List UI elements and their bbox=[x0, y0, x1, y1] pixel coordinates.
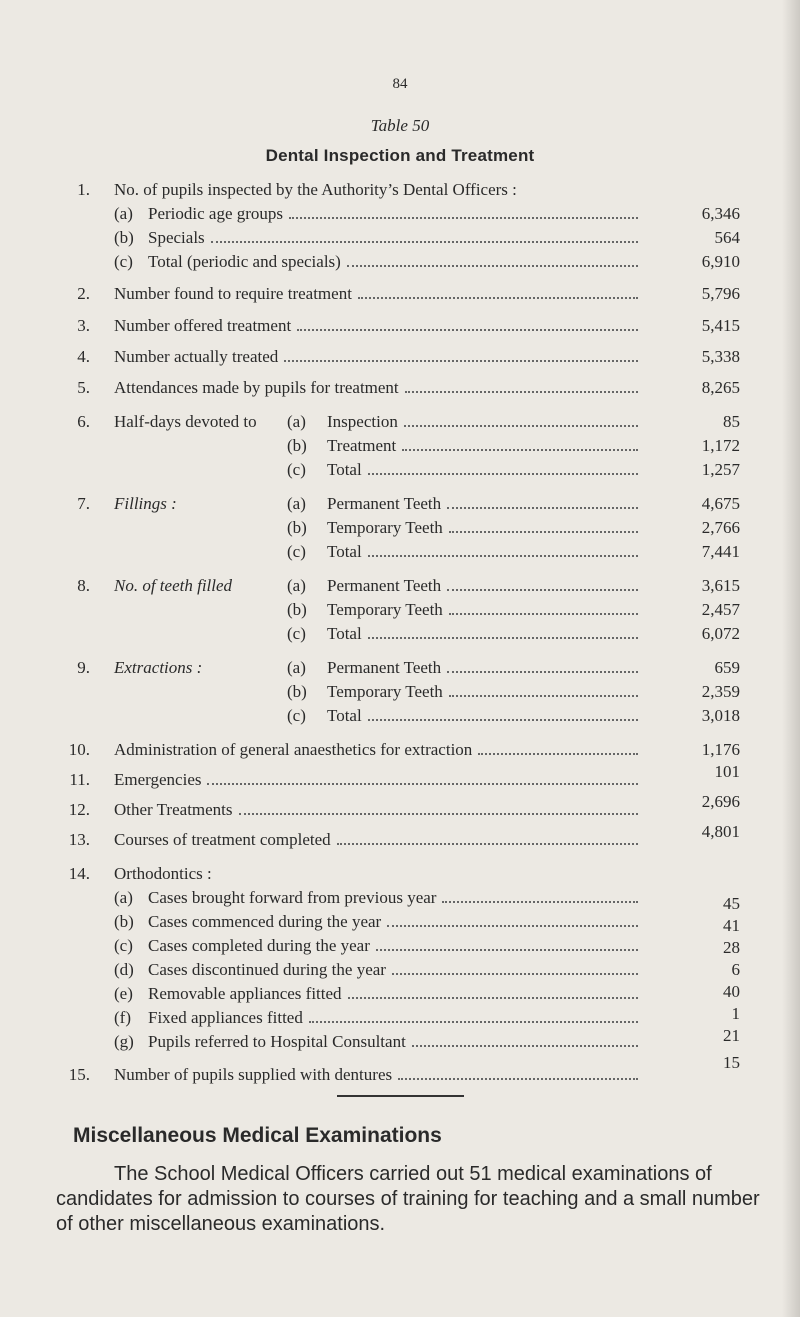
row-number: 11. bbox=[69, 770, 90, 789]
table-row-5 bbox=[0, 376, 800, 400]
sub-letter: (b) bbox=[287, 518, 307, 537]
sub-letter: (c) bbox=[287, 542, 306, 561]
row-value: 21 bbox=[723, 1026, 740, 1045]
row-label: Number offered treatment bbox=[114, 314, 638, 338]
table-row-1 bbox=[0, 178, 800, 202]
row-value: 4,675 bbox=[701, 494, 740, 513]
row-label: Attendances made by pupils for treatment bbox=[114, 376, 638, 400]
sub-letter: (b) bbox=[287, 682, 307, 701]
row-number: 2. bbox=[77, 284, 90, 303]
table-row-12 bbox=[0, 792, 800, 822]
sub-letter: (a) bbox=[287, 412, 306, 431]
sub-letter: (a) bbox=[114, 888, 133, 907]
table-row-6a bbox=[0, 410, 800, 434]
row-value: 3,615 bbox=[701, 576, 740, 595]
row-value: 6 bbox=[731, 960, 740, 979]
sub-letter: (c) bbox=[114, 936, 133, 955]
row-number: 1. bbox=[77, 180, 90, 199]
sub-letter: (d) bbox=[114, 960, 134, 979]
row-value: 28 bbox=[723, 938, 740, 957]
table-row-14c bbox=[0, 934, 800, 958]
row-label: Total (periodic and specials) bbox=[148, 250, 638, 274]
row-number: 10. bbox=[68, 740, 90, 759]
row-label: Temporary Teeth bbox=[327, 516, 638, 540]
table-row-9c bbox=[0, 704, 800, 728]
table-row-8c bbox=[0, 622, 800, 646]
table-row-4 bbox=[0, 345, 800, 369]
table-row-1a bbox=[0, 202, 800, 226]
row-number: 3. bbox=[77, 316, 90, 335]
row-label: Cases discontinued during the year bbox=[148, 958, 638, 982]
sub-letter: (c) bbox=[287, 706, 306, 725]
row-label: Permanent Teeth bbox=[327, 492, 638, 516]
row-number: 13. bbox=[68, 830, 90, 849]
row-value: 2,359 bbox=[701, 682, 740, 701]
row-label: Specials bbox=[148, 226, 638, 250]
table-row-9a bbox=[0, 656, 800, 680]
table-row-7c bbox=[0, 540, 800, 564]
row-value: 3,018 bbox=[701, 706, 740, 725]
row-value: 1,176 bbox=[701, 740, 740, 759]
row-value: 4,801 bbox=[701, 822, 740, 841]
row-label: Temporary Teeth bbox=[327, 680, 638, 704]
table-row-14 bbox=[0, 862, 800, 886]
table-row-1c bbox=[0, 250, 800, 274]
table-row-15 bbox=[0, 1053, 800, 1087]
row-label: Number actually treated bbox=[114, 345, 638, 369]
sub-letter: (f) bbox=[114, 1008, 131, 1027]
row-label: Pupils referred to Hospital Consultant bbox=[148, 1030, 638, 1054]
sub-letter: (b) bbox=[287, 600, 307, 619]
row-label: Removable appliances fitted bbox=[148, 982, 638, 1006]
table-row-10 bbox=[0, 738, 800, 762]
row-value: 6,072 bbox=[701, 624, 740, 643]
table-row-14a bbox=[0, 886, 800, 913]
sub-letter: (g) bbox=[114, 1032, 134, 1051]
table-row-7a bbox=[0, 492, 800, 516]
table-row-9b bbox=[0, 680, 800, 704]
row-number: 12. bbox=[68, 800, 90, 819]
table-row-14b bbox=[0, 910, 800, 934]
row-value: 659 bbox=[714, 658, 740, 677]
row-number: 6. bbox=[77, 412, 90, 431]
row-value: 6,910 bbox=[701, 252, 740, 271]
row-number: 14. bbox=[68, 864, 90, 883]
table-row-7b bbox=[0, 516, 800, 540]
row-label: Cases brought forward from previous year bbox=[148, 886, 638, 910]
row-value: 101 bbox=[714, 762, 740, 781]
row-value: 2,696 bbox=[701, 792, 740, 811]
sub-letter: (c) bbox=[287, 460, 306, 479]
table-row-2 bbox=[0, 282, 800, 306]
sub-letter: (b) bbox=[114, 228, 134, 247]
table-caption: Table 50 bbox=[370, 116, 430, 135]
row-value: 1,172 bbox=[701, 436, 740, 455]
sub-letter: (c) bbox=[287, 624, 306, 643]
row-label: Administration of general anaesthetics for extraction bbox=[114, 738, 638, 762]
row-label: Total bbox=[327, 704, 638, 728]
row-value: 8,265 bbox=[701, 378, 740, 397]
table-row-6b bbox=[0, 434, 800, 458]
row-label: Periodic age groups bbox=[148, 202, 638, 226]
row-value: 5,415 bbox=[701, 316, 740, 335]
row-group-label: No. of teeth filled bbox=[114, 576, 233, 595]
row-value: 40 bbox=[723, 982, 740, 1001]
row-label: Orthodontics : bbox=[114, 864, 212, 883]
row-value: 41 bbox=[723, 916, 740, 935]
sub-letter: (a) bbox=[287, 576, 306, 595]
row-value: 6,346 bbox=[701, 204, 740, 223]
row-label: Total bbox=[327, 458, 638, 482]
table-row-6c bbox=[0, 458, 800, 482]
row-value: 1 bbox=[731, 1004, 740, 1023]
row-value: 15 bbox=[723, 1053, 740, 1072]
row-value: 45 bbox=[723, 894, 740, 913]
row-number: 8. bbox=[77, 576, 90, 595]
section-heading: Miscellaneous Medical Examinations bbox=[73, 1124, 442, 1147]
row-value: 2,766 bbox=[701, 518, 740, 537]
row-value: 2,457 bbox=[701, 600, 740, 619]
table-row-1b bbox=[0, 226, 800, 250]
sub-letter: (c) bbox=[114, 252, 133, 271]
row-label: Temporary Teeth bbox=[327, 598, 638, 622]
row-label: Cases completed during the year bbox=[148, 934, 638, 958]
row-label: Total bbox=[327, 622, 638, 646]
sub-letter: (b) bbox=[287, 436, 307, 455]
sub-letter: (e) bbox=[114, 984, 133, 1003]
row-value: 1,257 bbox=[701, 460, 740, 479]
row-label: Courses of treatment completed bbox=[114, 828, 638, 852]
row-label: Inspection bbox=[327, 410, 638, 434]
row-label: Total bbox=[327, 540, 638, 564]
row-group-label: Fillings : bbox=[114, 494, 177, 513]
table-title: Dental Inspection and Treatment bbox=[265, 146, 535, 165]
row-value: 85 bbox=[723, 412, 740, 431]
row-label: Permanent Teeth bbox=[327, 574, 638, 598]
row-number: 15. bbox=[68, 1065, 90, 1084]
row-label: No. of pupils inspected by the Authority’s Dental Officers : bbox=[114, 180, 517, 199]
row-value: 5,796 bbox=[701, 284, 740, 303]
table-row-3 bbox=[0, 314, 800, 338]
sub-letter: (b) bbox=[114, 912, 134, 931]
row-value: 5,338 bbox=[701, 347, 740, 366]
sub-letter: (a) bbox=[114, 204, 133, 223]
row-number: 4. bbox=[77, 347, 90, 366]
table-row-8a bbox=[0, 574, 800, 598]
body-paragraph: The School Medical Officers carried out 51 medical examinations of candidates for admission to courses of training for teaching and a small number of other miscellaneous examinations. bbox=[56, 1163, 760, 1235]
row-label: Permanent Teeth bbox=[327, 656, 638, 680]
row-value: 7,441 bbox=[701, 542, 740, 561]
page-number: 84 bbox=[392, 76, 408, 92]
row-label: Emergencies bbox=[114, 768, 638, 792]
table-row-8b bbox=[0, 598, 800, 622]
sub-letter: (a) bbox=[287, 494, 306, 513]
row-group-label: Half-days devoted to bbox=[114, 412, 257, 431]
section-divider bbox=[337, 1095, 464, 1097]
row-label: Number found to require treatment bbox=[114, 282, 638, 306]
row-label: Number of pupils supplied with dentures bbox=[114, 1063, 638, 1087]
table-row-14d bbox=[0, 958, 800, 982]
row-label: Treatment bbox=[327, 434, 638, 458]
row-number: 9. bbox=[77, 658, 90, 677]
table-row-13 bbox=[0, 822, 800, 852]
row-value: 564 bbox=[714, 228, 740, 247]
row-number: 5. bbox=[77, 378, 90, 397]
row-number: 7. bbox=[77, 494, 90, 513]
row-label: Cases commenced during the year bbox=[148, 910, 638, 934]
row-group-label: Extractions : bbox=[114, 658, 203, 677]
row-label: Fixed appliances fitted bbox=[148, 1006, 638, 1030]
row-label: Other Treatments bbox=[114, 798, 638, 822]
sub-letter: (a) bbox=[287, 658, 306, 677]
table-row-11 bbox=[0, 762, 800, 792]
